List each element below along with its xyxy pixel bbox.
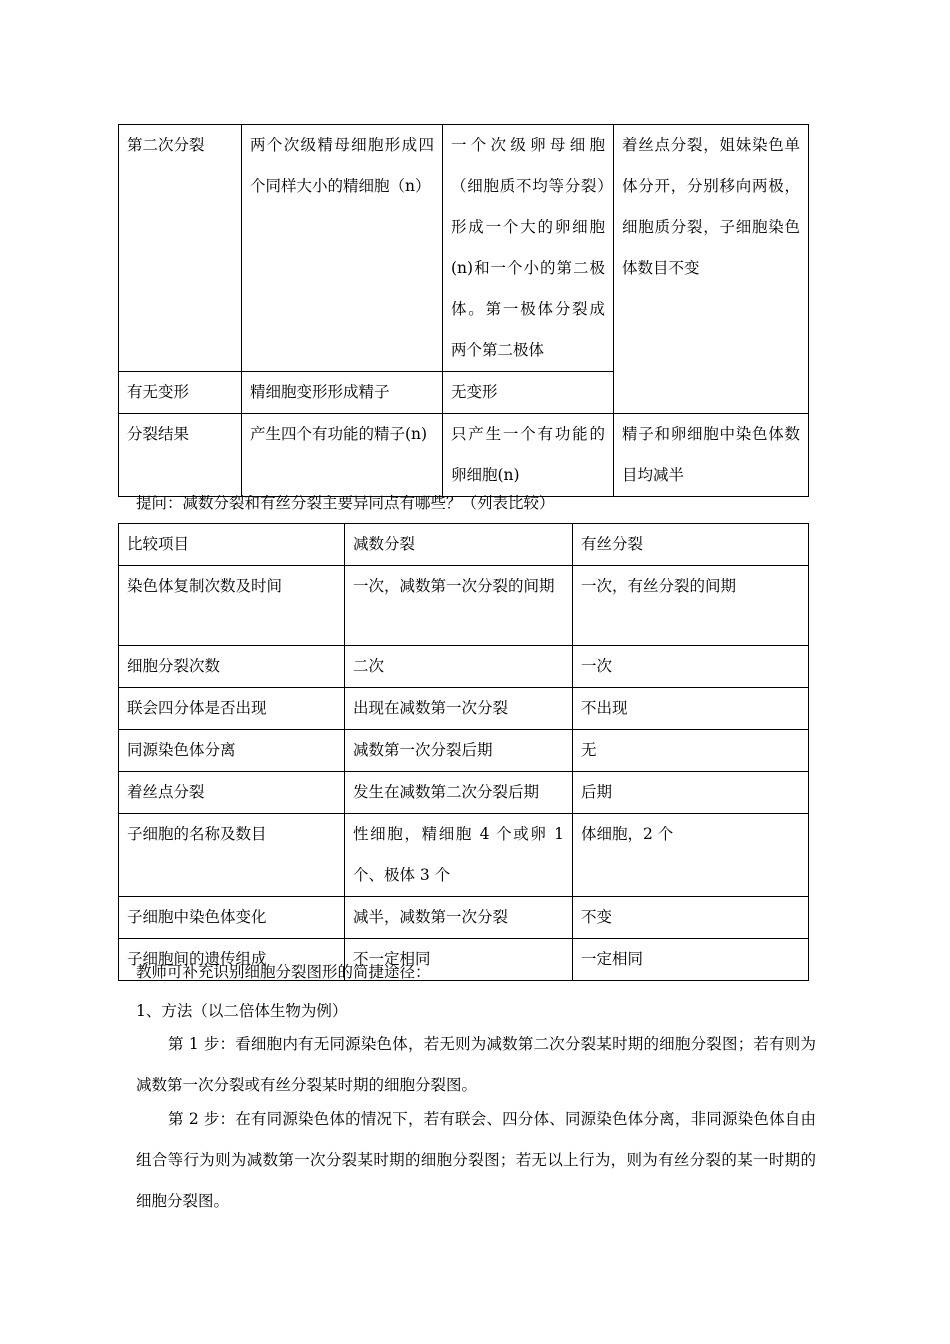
table-cell: 产生四个有功能的精子(n)	[242, 414, 443, 497]
table-cell: 子细胞的名称及数目	[119, 814, 345, 897]
meiosis-comparison-table-continued	[118, 124, 809, 497]
table-cell: 不一定相同	[345, 939, 573, 981]
table-header-cell: 比较项目	[119, 524, 345, 566]
question-text: 提问：减数分裂和有丝分裂主要异同点有哪些？（列表比较）	[136, 494, 555, 512]
table-cell: 着丝点分裂	[119, 772, 345, 814]
table-cell: 二次	[345, 646, 573, 688]
table-cell: 同源染色体分离	[119, 730, 345, 772]
step-2-paragraph: 第 2 步：在有同源染色体的情况下，若有联会、四分体、同源染色体分离，非同源染色体自由组合等行为则为减数第一次分裂某时期的细胞分裂图；若无以上行为，则为有丝分裂的某一时期的细胞分裂图。	[136, 1110, 816, 1210]
table-cell: 着丝点分裂，姐妹染色单体分开，分别移向两极，细胞质分裂，子细胞染色体数目不变	[614, 125, 809, 414]
method-heading: 1、方法（以二倍体生物为例）	[136, 1002, 348, 1020]
table-row	[119, 814, 809, 897]
table-row	[119, 566, 809, 646]
table-cell: 后期	[573, 772, 809, 814]
table-cell: 不出现	[573, 688, 809, 730]
table-row	[119, 688, 809, 730]
table-cell: 一次，减数第一次分裂的间期	[345, 566, 573, 646]
table-header-cell: 减数分裂	[345, 524, 573, 566]
table-row	[119, 772, 809, 814]
table-row	[119, 897, 809, 939]
step-1-paragraph: 第 1 步：看细胞内有无同源染色体，若无则为减数第二次分裂某时期的细胞分裂图；若有则为减数第一次分裂或有丝分裂某时期的细胞分裂图。	[136, 1035, 816, 1094]
table-cell: 发生在减数第二次分裂后期	[345, 772, 573, 814]
table-cell: 精子和卵细胞中染色体数目均减半	[614, 414, 809, 497]
table-cell: 性细胞，精细胞 4 个或卵 1 个、极体 3 个	[345, 814, 573, 897]
table-row	[119, 125, 809, 372]
table-cell: 减半，减数第一次分裂	[345, 897, 573, 939]
table-cell: 一次	[573, 646, 809, 688]
table-cell: 染色体复制次数及时间	[119, 566, 345, 646]
table-cell: 出现在减数第一次分裂	[345, 688, 573, 730]
table-header-cell: 有丝分裂	[573, 524, 809, 566]
teacher-note: 教师可补充识别细胞分裂图形的简捷途径：	[136, 963, 431, 981]
table-cell: 一个次级卵母细胞（细胞质不均等分裂）形成一个大的卵细胞(n)和一个小的第二极体。第一极体分裂成两个第二极体	[443, 125, 614, 372]
table-cell: 联会四分体是否出现	[119, 688, 345, 730]
table-cell: 精细胞变形形成精子	[242, 372, 443, 414]
table-cell: 不变	[573, 897, 809, 939]
table-cell: 体细胞，2 个	[573, 814, 809, 897]
table-row	[119, 646, 809, 688]
table-cell: 第二次分裂	[119, 125, 242, 372]
table-cell: 一次，有丝分裂的间期	[573, 566, 809, 646]
table-cell: 无变形	[443, 372, 614, 414]
table-cell: 子细胞中染色体变化	[119, 897, 345, 939]
table-cell: 只产生一个有功能的卵细胞(n)	[443, 414, 614, 497]
table-cell: 一定相同	[573, 939, 809, 981]
table-header-row	[119, 524, 809, 566]
table-cell: 减数第一次分裂后期	[345, 730, 573, 772]
table-cell: 两个次级精母细胞形成四个同样大小的精细胞（n）	[242, 125, 443, 372]
meiosis-mitosis-comparison-table	[118, 523, 809, 981]
table-row	[119, 730, 809, 772]
table-cell: 子细胞间的遗传组成	[119, 939, 345, 981]
table-cell: 细胞分裂次数	[119, 646, 345, 688]
table-cell: 有无变形	[119, 372, 242, 414]
table-cell: 无	[573, 730, 809, 772]
table-cell: 分裂结果	[119, 414, 242, 497]
